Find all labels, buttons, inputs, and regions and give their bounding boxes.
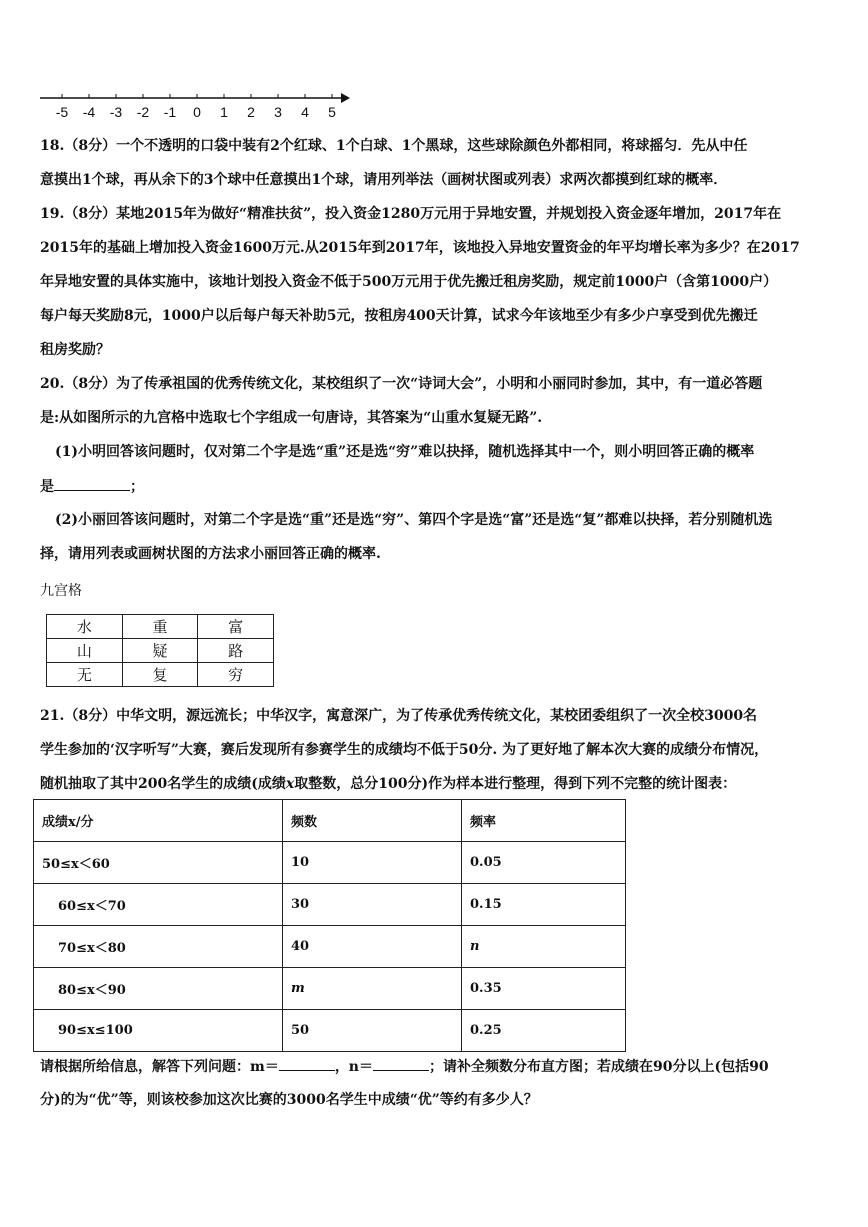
number-line-label: 0 [193, 104, 201, 120]
q18-line1: 18.（8分）一个不透明的口袋中装有2个红球、1个白球、1个黑球，这些球除颜色外都相同，将球摇匀．先从中任 [40, 138, 748, 154]
table-row [34, 968, 626, 1010]
number-line-label: 1 [220, 104, 228, 120]
q21-line1: 21.（8分）中华文明，源远流长；中华汉字，寓意深广，为了传承优秀传统文化，某校团委组织了一次全校3000名 [40, 708, 758, 724]
q21-after-line2: 分)的为“优”等，则该校参加这次比赛的3000名学生中成绩“优”等约有多少人？ [40, 1092, 538, 1108]
table-row [34, 1010, 626, 1052]
table-header: 频数 [283, 800, 462, 842]
nine-grid [46, 614, 274, 687]
q19-line3: 年异地安置的具体实施中，该地计划投入资金不低于500万元用于优先搬迁租房奖励，规定前1000户（含第1000户） [40, 274, 778, 290]
q21-after-b: ，n＝ [334, 1059, 373, 1075]
grid-cell: 复 [122, 663, 198, 687]
table-cell: 70≤x＜80 [34, 926, 283, 968]
number-line-label: 4 [301, 104, 309, 120]
table-row [34, 926, 626, 968]
number-line-label: 2 [247, 104, 255, 120]
q19-line2: 2015年的基础上增加投入资金1600万元.从2015年到2017年，该地投入异地安置资金的年平均增长率为多少？在2017 [40, 240, 800, 256]
number-line-label: -1 [163, 104, 177, 120]
m-answer-blank[interactable] [279, 1056, 335, 1071]
table-cell: 50 [283, 1010, 462, 1052]
grid-row [47, 663, 274, 687]
number-line-label: 3 [274, 104, 282, 120]
grid-caption: 九宫格 [40, 583, 82, 599]
table-header-row [34, 800, 626, 842]
q20-part1-line1: (1)小明回答该问题时，仅对第二个字是选“重”还是选“穷”难以抉择，随机选择其中一个，则小明回答正确的概率 [55, 444, 755, 460]
q21-line3-b: 取整数，总分100分)作为样本进行整理，得到下列不完整的统计图表： [294, 776, 737, 792]
table-cell: 10 [283, 842, 462, 884]
grid-cell: 水 [47, 615, 123, 639]
grid-cell: 无 [47, 663, 123, 687]
q21-line3-a: 随机抽取了其中200名学生的成绩(成绩 [40, 776, 286, 792]
grid-cell: 重 [122, 615, 198, 639]
number-line-label: -2 [136, 104, 150, 120]
number-line-arrow-icon [341, 93, 350, 103]
table-cell: 0.25 [462, 1010, 626, 1052]
grid-cell: 疑 [122, 639, 198, 663]
q20-line1: 20.（8分）为了传承祖国的优秀传统文化，某校组织了一次“诗词大会”，小明和小丽同时参加，其中，有一道必答题 [40, 376, 763, 392]
table-cell: m [283, 968, 462, 1010]
q18-line2: 意摸出1个球，再从余下的3个球中任意摸出1个球，请用列举法（画树状图或列表）求两次都摸到红球的概率． [40, 172, 728, 188]
score-table [33, 799, 626, 1052]
q20-answer-blank[interactable] [54, 476, 130, 491]
n-answer-blank[interactable] [373, 1056, 429, 1071]
q21-after-a: 请根据所给信息，解答下列问题：m＝ [40, 1059, 279, 1075]
grid-row [47, 639, 274, 663]
grid-cell: 富 [198, 615, 274, 639]
table-cell: 0.15 [462, 884, 626, 926]
q20-part1-line2 [40, 476, 830, 497]
grid-cell: 穷 [198, 663, 274, 687]
table-cell: 30 [283, 884, 462, 926]
table-cell: 60≤x＜70 [34, 884, 283, 926]
table-header: 成绩x/分 [34, 800, 283, 842]
table-cell: 90≤x≤100 [34, 1010, 283, 1052]
q20-part2-line1: (2)小丽回答该问题时，对第二个字是选“重”还是选“穷”、第四个字是选“富”还是选“复”都难以抉择，若分别随机选 [55, 512, 773, 528]
q20-part2-line2: 择，请用列表或画树状图的方法求小丽回答正确的概率. [40, 546, 381, 562]
grid-row [47, 615, 274, 639]
q19-line5: 租房奖励？ [40, 342, 110, 358]
table-row [34, 884, 626, 926]
table-cell: 40 [283, 926, 462, 968]
grid-cell: 山 [47, 639, 123, 663]
grid-cell: 路 [198, 639, 274, 663]
q21-line3-var: x [285, 776, 295, 792]
number-line-label: 5 [328, 104, 336, 120]
q21-after-c: ；请补全频数分布直方图；若成绩在90分以上(包括90 [429, 1059, 769, 1075]
q19-line4: 每户每天奖励8元，1000户以后每户每天补助5元，按租房400天计算，试求今年该地至少有多少户享受到优先搬迁 [40, 308, 758, 324]
q20-part1-suffix: ； [130, 479, 144, 495]
table-cell: 0.05 [462, 842, 626, 884]
number-line-label: -4 [82, 104, 96, 120]
q19-line1: 19.（8分）某地2015年为做好“精准扶贫”，投入资金1280万元用于异地安置，并规划投入资金逐年增加，2017年在 [40, 206, 782, 222]
table-cell: 0.35 [462, 968, 626, 1010]
table-cell: 50≤x＜60 [34, 842, 283, 884]
number-line [38, 88, 358, 124]
q20-part1-prefix: 是 [40, 479, 54, 495]
q20-line2: 是:从如图所示的九宫格中选取七个字组成一句唐诗，其答案为“山重水复疑无路”. [40, 410, 543, 426]
q21-line3 [40, 774, 830, 794]
number-line-label: -3 [109, 104, 123, 120]
table-cell: 80≤x＜90 [34, 968, 283, 1010]
q21-after-line1 [40, 1056, 830, 1077]
q21-line2: 学生参加的‘汉字听写”大赛，赛后发现所有参赛学生的成绩均不低于50分. 为了更好地了解本次大赛的成绩分布情况， [40, 742, 769, 758]
table-header: 频率 [462, 800, 626, 842]
table-row [34, 842, 626, 884]
table-cell: n [462, 926, 626, 968]
number-line-label: -5 [55, 104, 69, 120]
